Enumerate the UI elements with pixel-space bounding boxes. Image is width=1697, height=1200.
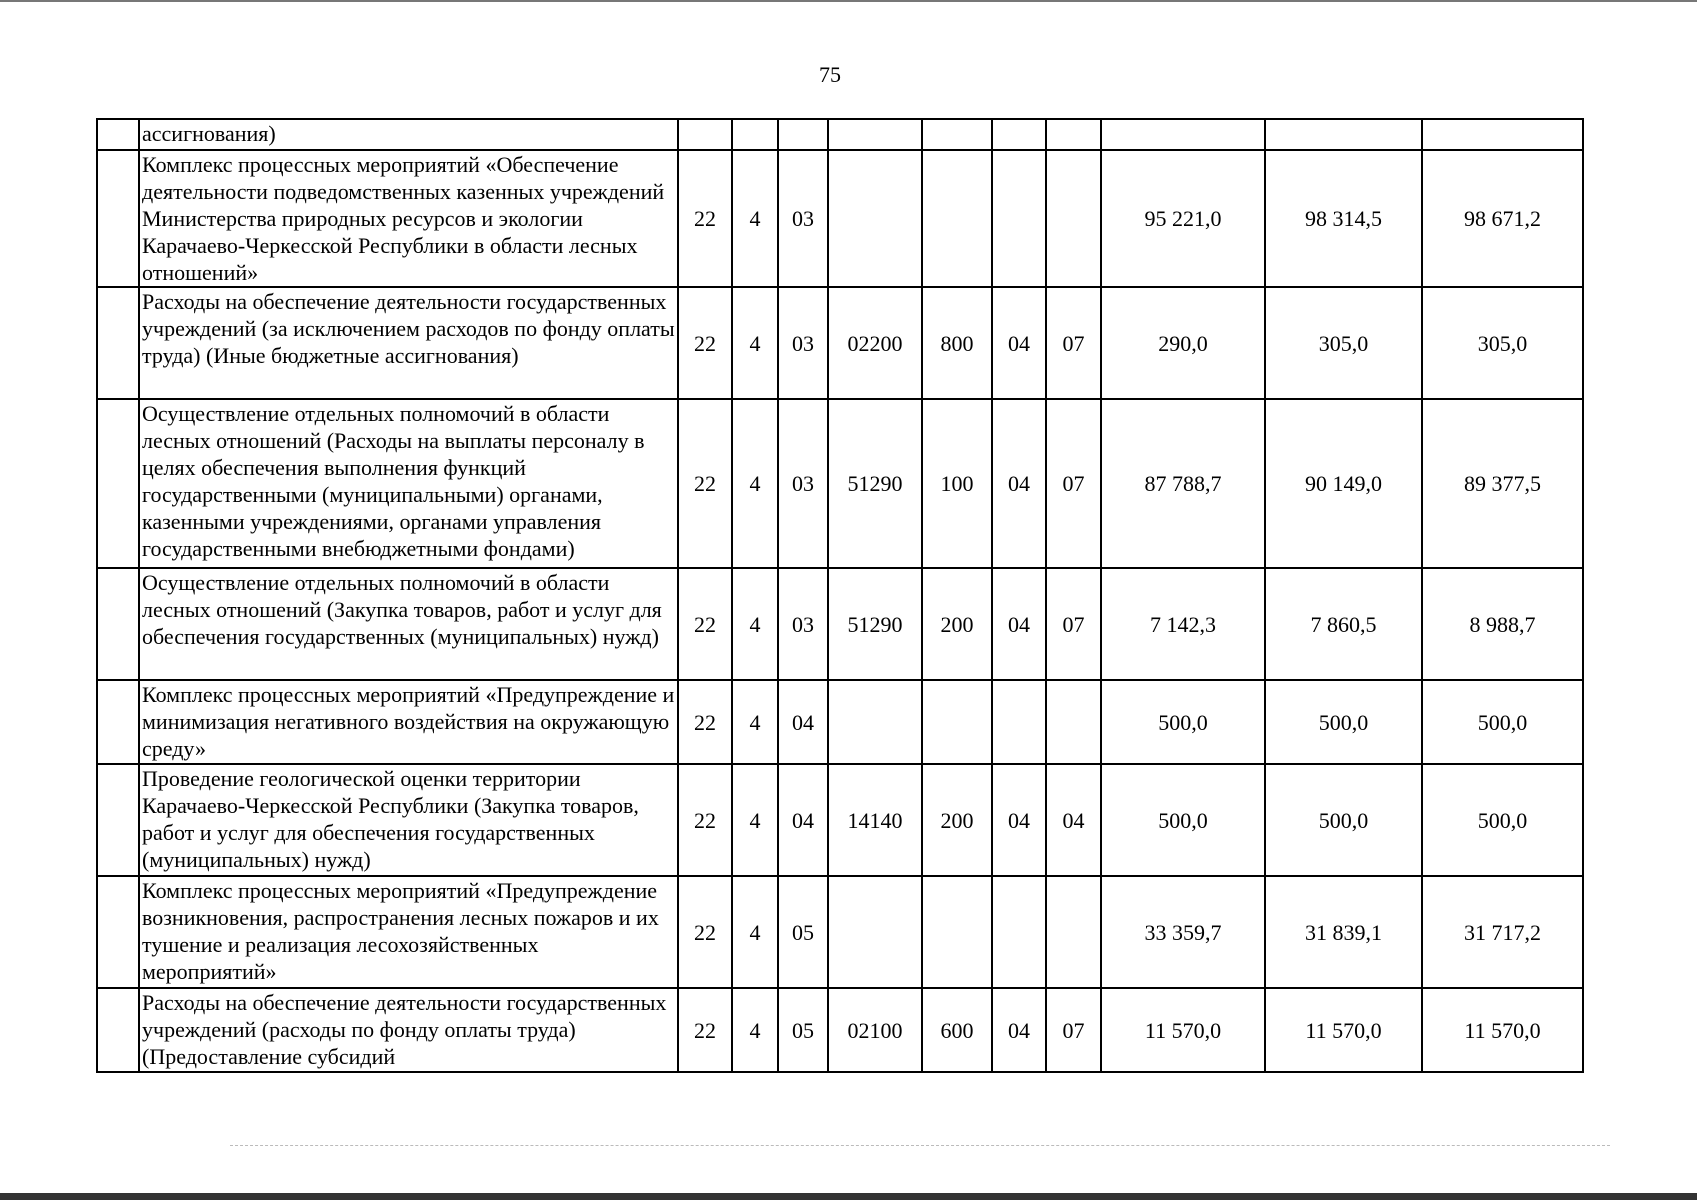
subsection-cell <box>1046 119 1101 150</box>
subsection-cell <box>1046 876 1101 988</box>
expense-type-cell: 100 <box>922 399 992 568</box>
table-row <box>97 680 1583 764</box>
expense-type-cell: 800 <box>922 287 992 399</box>
chapter-code-cell <box>678 119 732 150</box>
amount-year1-cell: 290,0 <box>1101 287 1265 399</box>
amount-year3-cell: 89 377,5 <box>1422 399 1583 568</box>
program-code-cell: 4 <box>732 287 778 399</box>
table-row <box>97 150 1583 287</box>
amount-year2-cell: 31 839,1 <box>1265 876 1422 988</box>
direction-code-cell: 51290 <box>828 568 922 680</box>
direction-code-cell: 02200 <box>828 287 922 399</box>
section-cell: 04 <box>992 568 1046 680</box>
chapter-code-cell: 22 <box>678 876 732 988</box>
expense-type-cell: 200 <box>922 764 992 876</box>
subprogram-code-cell: 05 <box>778 876 828 988</box>
amount-year2-cell: 500,0 <box>1265 764 1422 876</box>
program-code-cell: 4 <box>732 764 778 876</box>
item-name-cell: Осуществление отдельных полномочий в области лесных отношений (Закупка товаров, работ и услуг для обеспечения государственных (муниципальных) нужд) <box>139 568 678 680</box>
subprogram-code-cell: 03 <box>778 150 828 287</box>
direction-code-cell: 02100 <box>828 988 922 1072</box>
section-cell: 04 <box>992 399 1046 568</box>
direction-code-cell <box>828 680 922 764</box>
amount-year2-cell: 98 314,5 <box>1265 150 1422 287</box>
item-name-cell: Расходы на обеспечение деятельности государственных учреждений (расходы по фонду оплаты труда) (Предоставление субсидий <box>139 988 678 1072</box>
section-cell <box>992 150 1046 287</box>
subprogram-code-cell: 05 <box>778 988 828 1072</box>
amount-year1-cell: 500,0 <box>1101 680 1265 764</box>
amount-year3-cell: 500,0 <box>1422 680 1583 764</box>
row-number-cell <box>97 399 139 568</box>
chapter-code-cell: 22 <box>678 287 732 399</box>
direction-code-cell <box>828 119 922 150</box>
amount-year2-cell: 500,0 <box>1265 680 1422 764</box>
table-row <box>97 764 1583 876</box>
row-number-cell <box>97 764 139 876</box>
expense-type-cell: 600 <box>922 988 992 1072</box>
amount-year1-cell: 7 142,3 <box>1101 568 1265 680</box>
subprogram-code-cell: 03 <box>778 568 828 680</box>
row-number-cell <box>97 150 139 287</box>
table-row <box>97 988 1583 1072</box>
row-number-cell <box>97 568 139 680</box>
amount-year1-cell: 95 221,0 <box>1101 150 1265 287</box>
chapter-code-cell: 22 <box>678 150 732 287</box>
table-row <box>97 876 1583 988</box>
row-number-cell <box>97 988 139 1072</box>
subsection-cell: 04 <box>1046 764 1101 876</box>
top-border-line <box>0 0 1697 2</box>
program-code-cell: 4 <box>732 399 778 568</box>
bottom-scan-edge <box>0 1193 1697 1200</box>
subprogram-code-cell: 03 <box>778 287 828 399</box>
program-code-cell: 4 <box>732 568 778 680</box>
row-number-cell <box>97 680 139 764</box>
section-cell <box>992 876 1046 988</box>
amount-year2-cell <box>1265 119 1422 150</box>
amount-year3-cell: 500,0 <box>1422 764 1583 876</box>
program-code-cell: 4 <box>732 876 778 988</box>
row-number-cell <box>97 287 139 399</box>
program-code-cell <box>732 119 778 150</box>
amount-year2-cell: 305,0 <box>1265 287 1422 399</box>
expense-type-cell: 200 <box>922 568 992 680</box>
subprogram-code-cell: 03 <box>778 399 828 568</box>
amount-year3-cell: 31 717,2 <box>1422 876 1583 988</box>
table-row <box>97 119 1583 150</box>
amount-year1-cell: 11 570,0 <box>1101 988 1265 1072</box>
chapter-code-cell: 22 <box>678 568 732 680</box>
chapter-code-cell: 22 <box>678 764 732 876</box>
expense-type-cell <box>922 150 992 287</box>
table-row <box>97 287 1583 399</box>
item-name-cell: Комплекс процессных мероприятий «Предупреждение и минимизация негативного воздействия на окружающую среду» <box>139 680 678 764</box>
amount-year2-cell: 7 860,5 <box>1265 568 1422 680</box>
row-number-cell <box>97 876 139 988</box>
expense-type-cell <box>922 119 992 150</box>
expense-type-cell <box>922 680 992 764</box>
subsection-cell <box>1046 150 1101 287</box>
amount-year3-cell <box>1422 119 1583 150</box>
item-name-cell: Проведение геологической оценки территории Карачаево-Черкесской Республики (Закупка товаров, работ и услуг для обеспечения государственных (муниципальных) нужд) <box>139 764 678 876</box>
page-number: 75 <box>819 62 841 87</box>
table-body <box>97 119 1583 1072</box>
amount-year3-cell: 98 671,2 <box>1422 150 1583 287</box>
section-cell: 04 <box>992 764 1046 876</box>
direction-code-cell: 14140 <box>828 764 922 876</box>
amount-year1-cell: 87 788,7 <box>1101 399 1265 568</box>
program-code-cell: 4 <box>732 988 778 1072</box>
amount-year1-cell: 33 359,7 <box>1101 876 1265 988</box>
direction-code-cell <box>828 876 922 988</box>
amount-year3-cell: 11 570,0 <box>1422 988 1583 1072</box>
item-name-cell: Осуществление отдельных полномочий в области лесных отношений (Расходы на выплаты персоналу в целях обеспечения выполнения функций государственными (муниципальными) органами, казенными учреждениями, органами управления государственными внебюджетными фондами) <box>139 399 678 568</box>
item-name-cell: Расходы на обеспечение деятельности государственных учреждений (за исключением расходов по фонду оплаты труда) (Иные бюджетные ассигнования) <box>139 287 678 399</box>
section-cell: 04 <box>992 287 1046 399</box>
subprogram-code-cell: 04 <box>778 680 828 764</box>
chapter-code-cell: 22 <box>678 680 732 764</box>
budget-table <box>96 118 1584 1073</box>
subsection-cell: 07 <box>1046 988 1101 1072</box>
subsection-cell: 07 <box>1046 568 1101 680</box>
expense-type-cell <box>922 876 992 988</box>
subsection-cell: 07 <box>1046 399 1101 568</box>
bottom-dotted-line <box>230 1145 1610 1146</box>
amount-year2-cell: 90 149,0 <box>1265 399 1422 568</box>
amount-year2-cell: 11 570,0 <box>1265 988 1422 1072</box>
section-cell <box>992 119 1046 150</box>
amount-year3-cell: 305,0 <box>1422 287 1583 399</box>
subsection-cell <box>1046 680 1101 764</box>
table-row <box>97 399 1583 568</box>
table-row <box>97 568 1583 680</box>
amount-year1-cell: 500,0 <box>1101 764 1265 876</box>
chapter-code-cell: 22 <box>678 399 732 568</box>
item-name-cell: ассигнования) <box>139 119 678 150</box>
direction-code-cell <box>828 150 922 287</box>
item-name-cell: Комплекс процессных мероприятий «Обеспечение деятельности подведомственных казенных учреждений Министерства природных ресурсов и экологии Карачаево-Черкесской Республики в области лесных отношений» <box>139 150 678 287</box>
subprogram-code-cell <box>778 119 828 150</box>
amount-year1-cell <box>1101 119 1265 150</box>
section-cell <box>992 680 1046 764</box>
section-cell: 04 <box>992 988 1046 1072</box>
amount-year3-cell: 8 988,7 <box>1422 568 1583 680</box>
subprogram-code-cell: 04 <box>778 764 828 876</box>
chapter-code-cell: 22 <box>678 988 732 1072</box>
program-code-cell: 4 <box>732 680 778 764</box>
program-code-cell: 4 <box>732 150 778 287</box>
direction-code-cell: 51290 <box>828 399 922 568</box>
subsection-cell: 07 <box>1046 287 1101 399</box>
row-number-cell <box>97 119 139 150</box>
item-name-cell: Комплекс процессных мероприятий «Предупреждение возникновения, распространения лесных пожаров и их тушение и реализация лесохозяйственных мероприятий» <box>139 876 678 988</box>
